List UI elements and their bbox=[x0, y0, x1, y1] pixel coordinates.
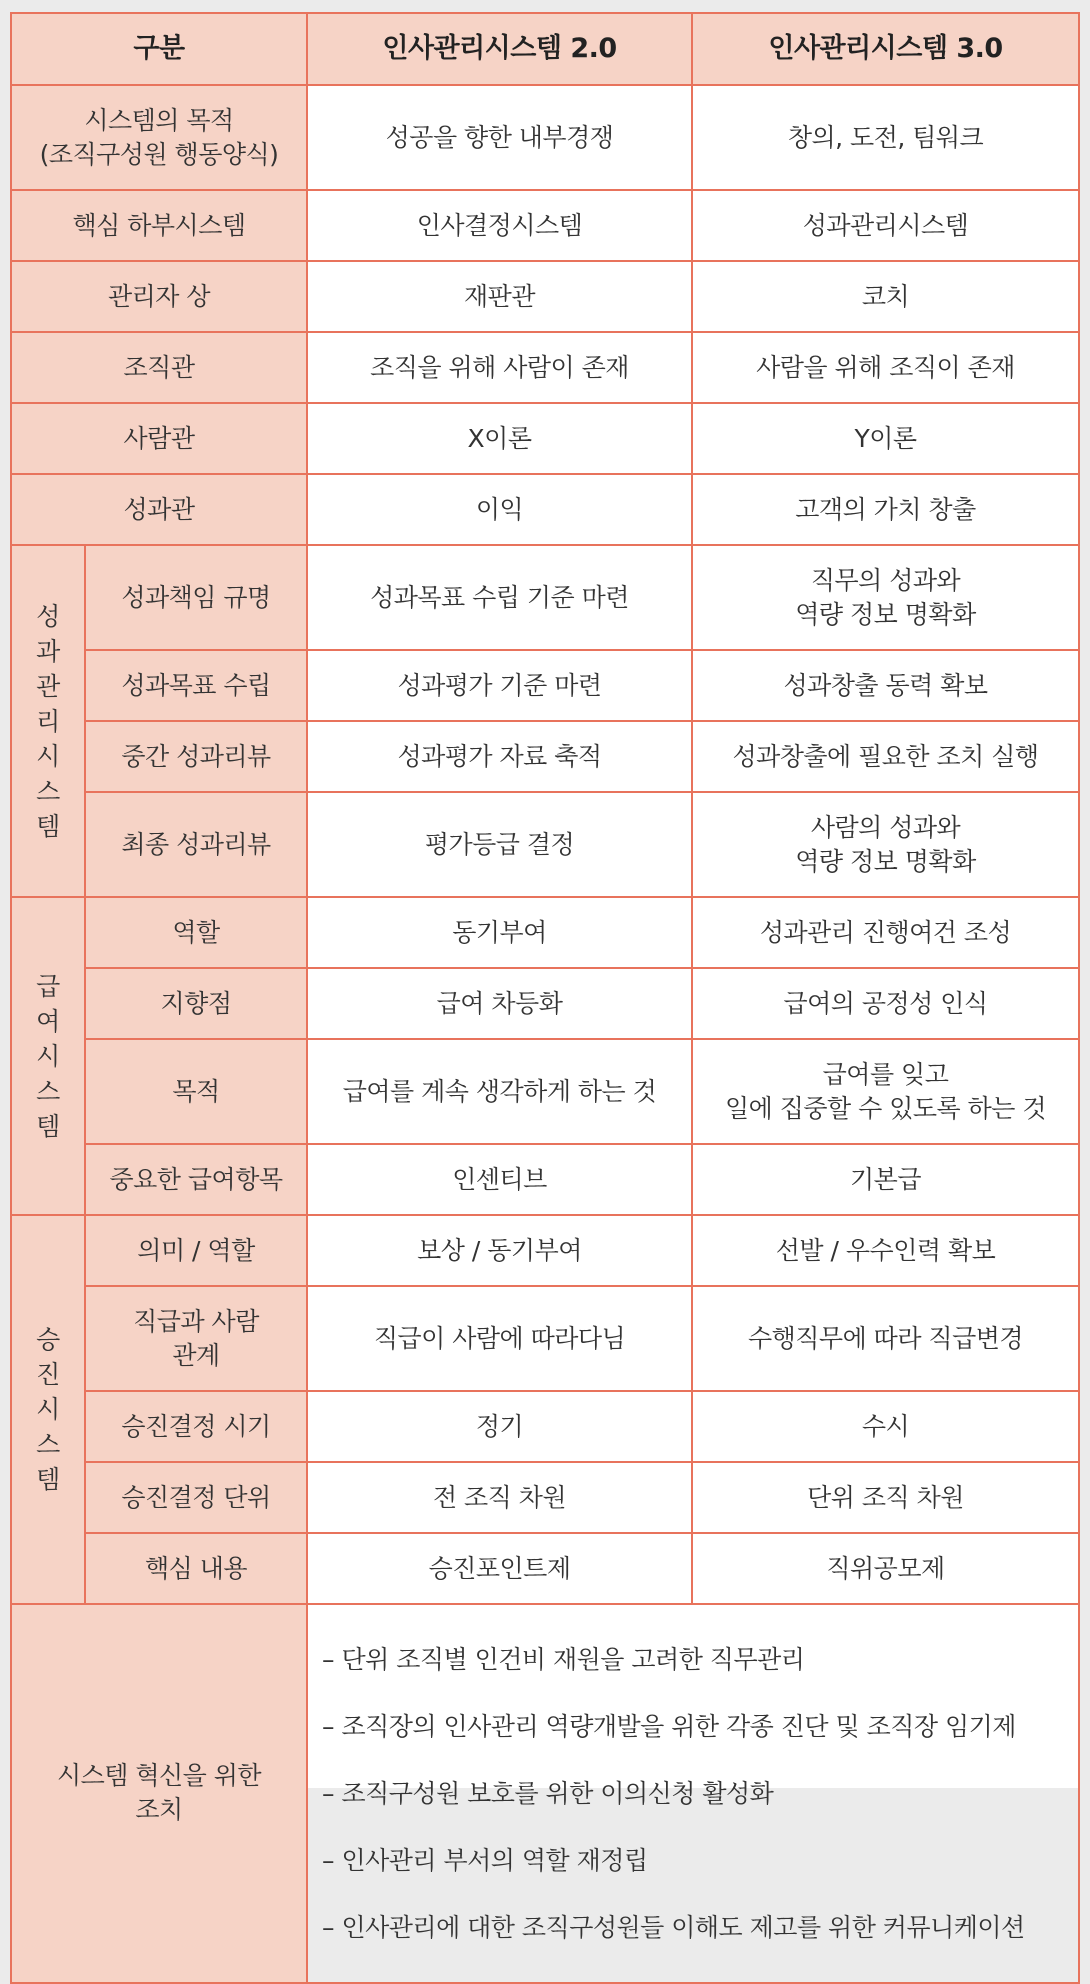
cell-hr-2-0: 승진포인트제 bbox=[307, 1533, 692, 1604]
row-label: 중간 성과리뷰 bbox=[85, 721, 307, 792]
row-label: 성과목표 수립 bbox=[85, 650, 307, 721]
table-row bbox=[11, 474, 1079, 545]
row-label: 승진결정 단위 bbox=[85, 1462, 307, 1533]
cell-hr-3-0: 선발 / 우수인력 확보 bbox=[692, 1215, 1079, 1286]
table-row bbox=[11, 1462, 1079, 1533]
cell-hr-3-0: 수행직무에 따라 직급변경 bbox=[692, 1286, 1079, 1391]
row-label: 최종 성과리뷰 bbox=[85, 792, 307, 897]
row-label: 승진결정 시기 bbox=[85, 1391, 307, 1462]
table-row bbox=[11, 650, 1079, 721]
table-row bbox=[11, 721, 1079, 792]
row-label: 직급과 사람 관계 bbox=[85, 1286, 307, 1391]
table-row bbox=[11, 332, 1079, 403]
header-category: 구분 bbox=[11, 13, 307, 85]
group-label-performance-system: 성과관리시스템 bbox=[11, 545, 85, 897]
hr-system-comparison-table bbox=[10, 12, 1080, 1984]
table-row bbox=[11, 1391, 1079, 1462]
cell-hr-2-0: 보상 / 동기부여 bbox=[307, 1215, 692, 1286]
innovation-row bbox=[11, 1604, 1079, 1983]
row-label: 조직관 bbox=[11, 332, 307, 403]
cell-hr-3-0: 기본급 bbox=[692, 1144, 1079, 1215]
table-row bbox=[11, 897, 1079, 968]
cell-hr-2-0: 성과목표 수립 기준 마련 bbox=[307, 545, 692, 650]
table-row bbox=[11, 1286, 1079, 1391]
row-label: 사람관 bbox=[11, 403, 307, 474]
cell-hr-2-0: 인센티브 bbox=[307, 1144, 692, 1215]
cell-hr-2-0: 인사결정시스템 bbox=[307, 190, 692, 261]
table-row bbox=[11, 261, 1079, 332]
row-label: 핵심 하부시스템 bbox=[11, 190, 307, 261]
cell-hr-3-0: 직위공모제 bbox=[692, 1533, 1079, 1604]
row-label: 관리자 상 bbox=[11, 261, 307, 332]
list-item: – 인사관리 부서의 역할 재정립 bbox=[322, 1845, 648, 1875]
cell-hr-3-0: 단위 조직 차원 bbox=[692, 1462, 1079, 1533]
cell-hr-2-0: 성공을 향한 내부경쟁 bbox=[307, 85, 692, 190]
header-row bbox=[11, 13, 1079, 85]
cell-hr-3-0: 성과창출에 필요한 조치 실행 bbox=[692, 721, 1079, 792]
cell-hr-2-0: 성과평가 기준 마련 bbox=[307, 650, 692, 721]
cell-hr-3-0: 코치 bbox=[692, 261, 1079, 332]
cell-hr-2-0: 급여를 계속 생각하게 하는 것 bbox=[307, 1039, 692, 1144]
cell-hr-2-0: 정기 bbox=[307, 1391, 692, 1462]
cell-hr-3-0: 창의, 도전, 팀워크 bbox=[692, 85, 1079, 190]
cell-hr-3-0: 성과관리시스템 bbox=[692, 190, 1079, 261]
cell-hr-3-0: 급여의 공정성 인식 bbox=[692, 968, 1079, 1039]
comparison-table-container bbox=[10, 12, 1078, 1942]
table-row bbox=[11, 1039, 1079, 1144]
cell-hr-3-0: 수시 bbox=[692, 1391, 1079, 1462]
row-label: 중요한 급여항목 bbox=[85, 1144, 307, 1215]
group-label-pay-system: 급여시스템 bbox=[11, 897, 85, 1215]
row-label: 성과책임 규명 bbox=[85, 545, 307, 650]
header-hr-2-0: 인사관리시스템 2.0 bbox=[307, 13, 692, 85]
cell-hr-2-0: 성과평가 자료 축적 bbox=[307, 721, 692, 792]
innovation-label: 시스템 혁신을 위한 조치 bbox=[11, 1604, 307, 1983]
cell-hr-3-0: 사람의 성과와 역량 정보 명확화 bbox=[692, 792, 1079, 897]
row-label: 의미 / 역할 bbox=[85, 1215, 307, 1286]
cell-hr-3-0: 성과창출 동력 확보 bbox=[692, 650, 1079, 721]
cell-hr-3-0: 급여를 잊고 일에 집중할 수 있도록 하는 것 bbox=[692, 1039, 1079, 1144]
table-row bbox=[11, 190, 1079, 261]
list-item: – 조직구성원 보호를 위한 이의신청 활성화 bbox=[322, 1778, 774, 1808]
header-hr-3-0: 인사관리시스템 3.0 bbox=[692, 13, 1079, 85]
cell-hr-2-0: 조직을 위해 사람이 존재 bbox=[307, 332, 692, 403]
table-row bbox=[11, 1144, 1079, 1215]
row-label: 시스템의 목적 (조직구성원 행동양식) bbox=[11, 85, 307, 190]
cell-hr-2-0: 재판관 bbox=[307, 261, 692, 332]
cell-hr-3-0: 성과관리 진행여건 조성 bbox=[692, 897, 1079, 968]
list-item: – 단위 조직별 인건비 재원을 고려한 직무관리 bbox=[322, 1644, 805, 1674]
cell-hr-2-0: 전 조직 차원 bbox=[307, 1462, 692, 1533]
cell-hr-2-0: 평가등급 결정 bbox=[307, 792, 692, 897]
row-label: 핵심 내용 bbox=[85, 1533, 307, 1604]
table-row bbox=[11, 1533, 1079, 1604]
table-row bbox=[11, 968, 1079, 1039]
table-row bbox=[11, 85, 1079, 190]
cell-hr-2-0: X이론 bbox=[307, 403, 692, 474]
cell-hr-3-0: Y이론 bbox=[692, 403, 1079, 474]
table-row bbox=[11, 545, 1079, 650]
list-item: – 조직장의 인사관리 역량개발을 위한 각종 진단 및 조직장 임기제 bbox=[322, 1711, 1016, 1741]
cell-hr-2-0: 이익 bbox=[307, 474, 692, 545]
cell-hr-3-0: 직무의 성과와 역량 정보 명확화 bbox=[692, 545, 1079, 650]
cell-hr-3-0: 고객의 가치 창출 bbox=[692, 474, 1079, 545]
table-row bbox=[11, 792, 1079, 897]
group-label-promotion-system: 승진시스템 bbox=[11, 1215, 85, 1604]
cell-hr-3-0: 사람을 위해 조직이 존재 bbox=[692, 332, 1079, 403]
row-label: 지향점 bbox=[85, 968, 307, 1039]
row-label: 역할 bbox=[85, 897, 307, 968]
cell-hr-2-0: 급여 차등화 bbox=[307, 968, 692, 1039]
list-item: – 인사관리에 대한 조직구성원들 이해도 제고를 위한 커뮤니케이션 bbox=[322, 1912, 1025, 1942]
cell-hr-2-0: 동기부여 bbox=[307, 897, 692, 968]
innovation-measures-list bbox=[307, 1604, 1079, 1983]
cell-hr-2-0: 직급이 사람에 따라다님 bbox=[307, 1286, 692, 1391]
table-row bbox=[11, 403, 1079, 474]
table-row bbox=[11, 1215, 1079, 1286]
row-label: 성과관 bbox=[11, 474, 307, 545]
row-label: 목적 bbox=[85, 1039, 307, 1144]
